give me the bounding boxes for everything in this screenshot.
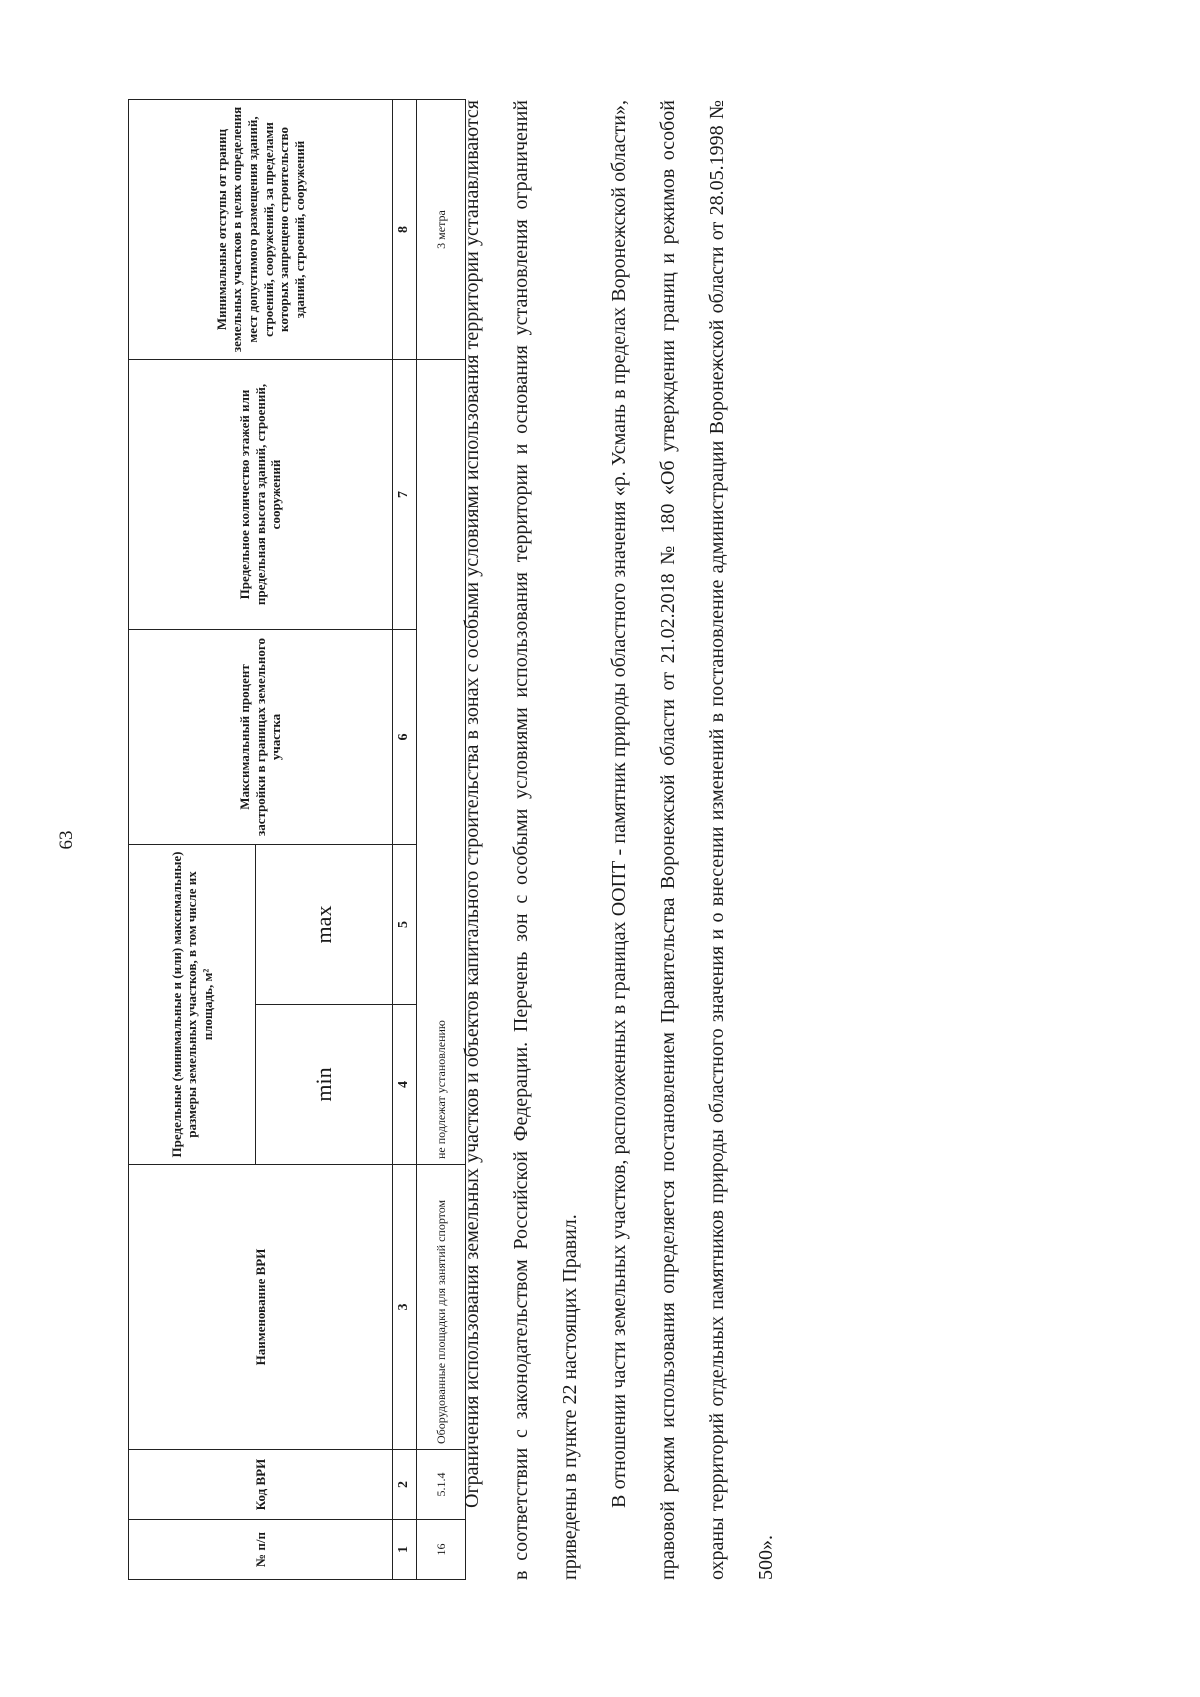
cell-name: Оборудованные площадки для занятий спортом: [416, 1165, 465, 1450]
header-max-floors: Предельное количество этажей или предельная высота зданий, строений, сооружений: [129, 359, 393, 629]
cell-setback: 3 метра: [416, 99, 465, 359]
column-number-row: [393, 99, 417, 1579]
column-number: 7: [393, 359, 417, 629]
header-area-min: min: [256, 1005, 393, 1165]
column-number: 5: [393, 844, 417, 1004]
header-min-setback: Минимальные отступы от границ земельных участков в целях определения мест допустимого размещения зданий, строений, сооружений, за пределами которых запрещено строительство зданий, строений, сооружений: [129, 99, 393, 359]
paragraph: В отношении части земельных участков, расположенных в границах ООПТ - памятник природы областного значения «р. Усмань в пределах Воронежской области», правовой режим использования определяется постановлением Правительства Воронежской области от 21.02.2018 № 180 «Об утверждении границ и режимов особой охраны территорий отдельных памятников природы областного значения и о внесении изменений в постановление администрации Воронежской области от 28.05.1998 № 500».: [608, 100, 777, 1580]
header-max-percent: Максимальный процент застройки в границах земельного участка: [129, 629, 393, 844]
header-row-top: [129, 99, 256, 1579]
body-text: [448, 100, 791, 1580]
cell-num: 16: [416, 1520, 465, 1580]
regulations-table: [128, 99, 466, 1580]
column-number: 2: [393, 1450, 417, 1520]
column-number: 4: [393, 1005, 417, 1165]
header-name: Наименование ВРИ: [129, 1165, 393, 1450]
cell-merged-value: не подлежат установлению: [416, 359, 465, 1164]
column-number: 8: [393, 99, 417, 359]
header-num: № п/п: [129, 1520, 393, 1580]
header-code: Код ВРИ: [129, 1450, 393, 1520]
rotated-page: [48, 80, 1038, 1600]
column-number: 6: [393, 629, 417, 844]
header-area-max: max: [256, 844, 393, 1004]
column-number: 3: [393, 1165, 417, 1450]
header-area-group: Предельные (минимальные и (или) максимальные) размеры земельных участков, в том числе их площадь, м²: [129, 844, 256, 1164]
cell-code: 5.1.4: [416, 1450, 465, 1520]
paragraph: Ограничения использования земельных участков и объектов капитального строительства в зонах с особыми условиями использования территории устанавливаются в соответствии с законодательством Российской Федерации. Перечень зон с особыми условиями использования территории и основания установления ограничений приведены в пункте 22 настоящих Правил.: [461, 100, 581, 1580]
page-number: 63: [56, 830, 77, 850]
column-number: 1: [393, 1520, 417, 1580]
